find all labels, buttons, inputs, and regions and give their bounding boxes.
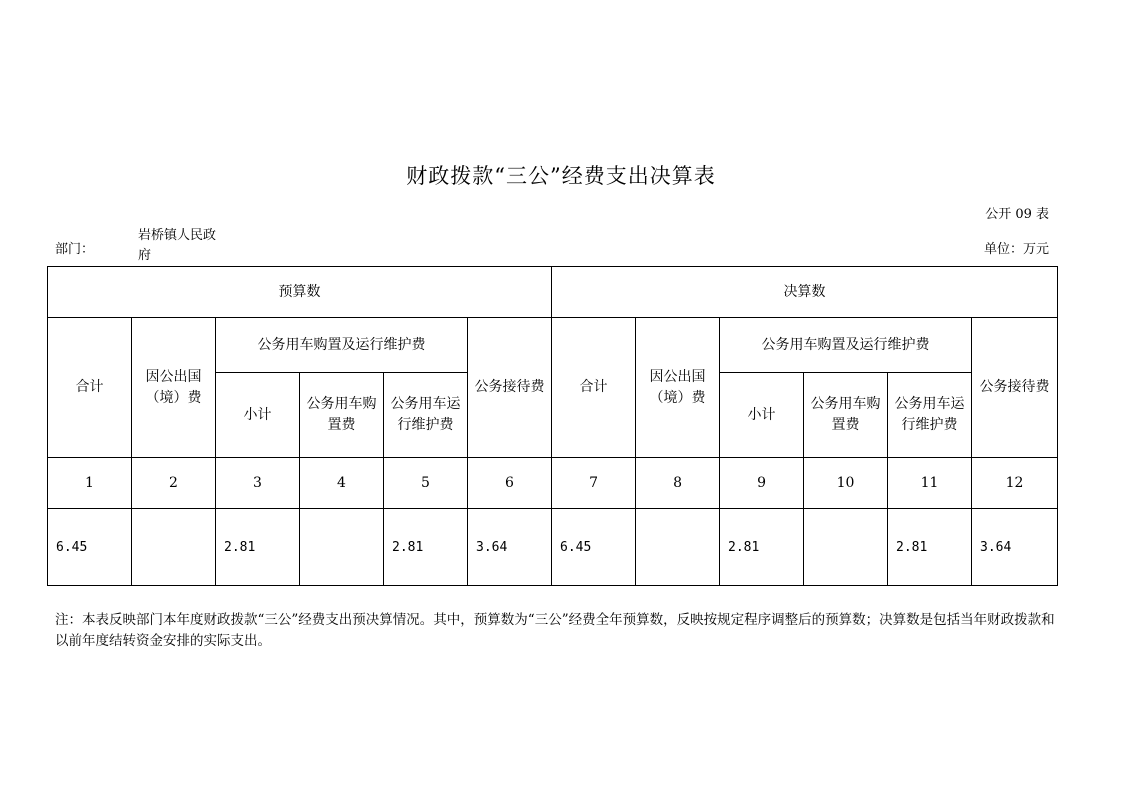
page-title: 财政拨款“三公”经费支出决算表 bbox=[406, 164, 716, 188]
final-subtotal-header: 小计 bbox=[720, 373, 804, 458]
column-number-row bbox=[48, 458, 1058, 509]
final-subtotal-value: 2.81 bbox=[720, 509, 804, 586]
budget-abroad-value bbox=[132, 509, 216, 586]
column-number: 6 bbox=[468, 458, 552, 509]
final-total-header: 合计 bbox=[552, 318, 636, 458]
value-row bbox=[48, 509, 1058, 586]
budget-vehicle-operation-header: 公务用车运行维护费 bbox=[384, 373, 468, 458]
column-number: 8 bbox=[636, 458, 720, 509]
column-number: 12 bbox=[972, 458, 1058, 509]
column-number: 10 bbox=[804, 458, 888, 509]
unit-label: 单位：万元 bbox=[983, 242, 1049, 257]
budget-reception-value: 3.64 bbox=[468, 509, 552, 586]
final-abroad-value bbox=[636, 509, 720, 586]
final-vehicle-operation-header: 公务用车运行维护费 bbox=[888, 373, 972, 458]
department-label: 部门： bbox=[55, 242, 95, 257]
final-total-value: 6.45 bbox=[552, 509, 636, 586]
final-reception-value: 3.64 bbox=[972, 509, 1058, 586]
final-vehicle-operation-value: 2.81 bbox=[888, 509, 972, 586]
column-number: 1 bbox=[48, 458, 132, 509]
budget-total-header: 合计 bbox=[48, 318, 132, 458]
column-number: 3 bbox=[216, 458, 300, 509]
column-number: 2 bbox=[132, 458, 216, 509]
final-vehicle-header: 公务用车购置及运行维护费 bbox=[720, 318, 972, 373]
final-vehicle-purchase-value bbox=[804, 509, 888, 586]
budget-vehicle-header: 公务用车购置及运行维护费 bbox=[216, 318, 468, 373]
form-number: 公开 09 表 bbox=[985, 207, 1049, 222]
budget-vehicle-purchase-value bbox=[300, 509, 384, 586]
final-reception-header: 公务接待费 bbox=[972, 318, 1058, 458]
column-number: 9 bbox=[720, 458, 804, 509]
column-number: 5 bbox=[384, 458, 468, 509]
budget-reception-header: 公务接待费 bbox=[468, 318, 552, 458]
column-number: 11 bbox=[888, 458, 972, 509]
budget-group-header: 预算数 bbox=[48, 267, 552, 318]
budget-subtotal-value: 2.81 bbox=[216, 509, 300, 586]
budget-total-value: 6.45 bbox=[48, 509, 132, 586]
final-group-header: 决算数 bbox=[552, 267, 1058, 318]
footnote: 注：本表反映部门本年度财政拨款“三公”经费支出预决算情况。其中，预算数为“三公”经费全年预算数，反映按规定程序调整后的预算数；决算数是包括当年财政拨款和以前年度结转资金安排的实际支出。 bbox=[55, 612, 1055, 649]
column-number: 7 bbox=[552, 458, 636, 509]
expense-table bbox=[47, 266, 1058, 586]
budget-abroad-header: 因公出国（境）费 bbox=[132, 318, 216, 458]
department-value: 岩桥镇人民政府 bbox=[138, 228, 217, 263]
column-number: 4 bbox=[300, 458, 384, 509]
final-abroad-header: 因公出国（境）费 bbox=[636, 318, 720, 458]
budget-vehicle-operation-value: 2.81 bbox=[384, 509, 468, 586]
budget-vehicle-purchase-header: 公务用车购置费 bbox=[300, 373, 384, 458]
budget-subtotal-header: 小计 bbox=[216, 373, 300, 458]
final-vehicle-purchase-header: 公务用车购置费 bbox=[804, 373, 888, 458]
